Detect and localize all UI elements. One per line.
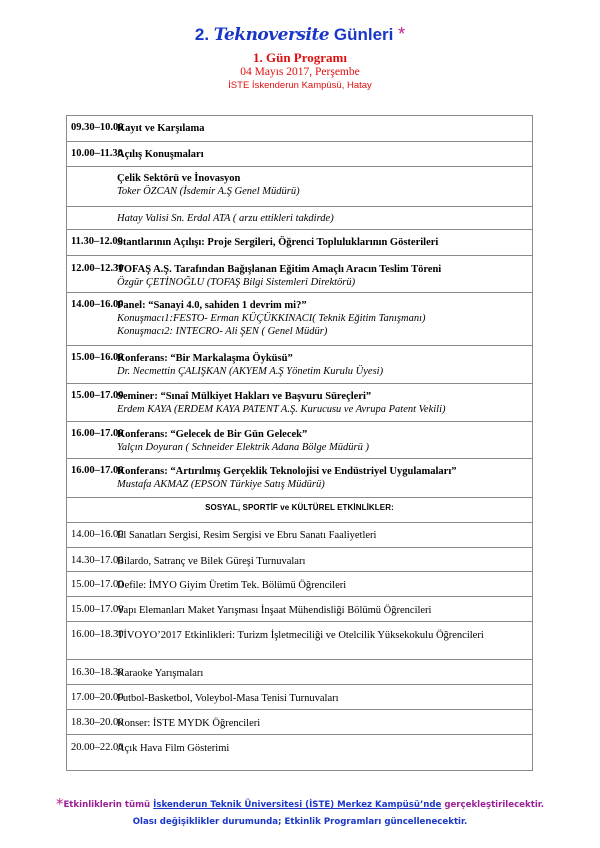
social-text: El Sanatları Sergisi, Resim Sergisi ve Ebru Sanatı Faaliyetleri [117, 530, 377, 541]
title-teknoversite: Teknoversite [213, 25, 330, 45]
row-title: TOFAŞ A.Ş. Tarafından Bağışlanan Eğitim Amaçlı Aracın Teslim Töreni [117, 264, 442, 275]
row-time: 15.00–17.00 [71, 390, 124, 401]
row-title: Panel: “Sanayi 4.0, sahiden 1 devrim mi?” [117, 300, 307, 311]
row-title: Stantlarının Açılışı: Proje Sergileri, Öğrenci Topluluklarının Gösterileri [117, 237, 439, 248]
row-speaker: Dr. Necmettin ÇALIŞKAN (AKYEM A.Ş Yönetim Kurulu Üyesi) [117, 366, 384, 377]
footer-text-a: Etkinliklerin tümü [63, 800, 154, 810]
social-text: Açık Hava Film Gösterimi [117, 743, 230, 754]
program-venue: İSTE İskenderun Kampüsü, Hatay [228, 80, 372, 91]
social-time: 15.00–17.00 [71, 604, 124, 615]
row-title: Çelik Sektörü ve İnovasyon [117, 173, 241, 184]
row-time: 11.30–12.00 [71, 236, 123, 247]
row-speaker: Özgür ÇETİNOĞLU (TOFAŞ Bilgi Sistemleri Direktörü) [117, 277, 356, 288]
row-speaker: Yalçın Doyuran ( Schneider Elektrik Adana Bölge Müdürü ) [117, 442, 369, 453]
footer-text-c: gerçekleştirilecektir. [441, 800, 545, 810]
social-row [66, 571, 533, 591]
social-time: 18.30–20.00 [71, 717, 124, 728]
footer-asterisk: * [55, 795, 64, 813]
social-time: 20.00–22.00 [71, 742, 124, 753]
social-text: TİVOYO’2017 Etkinlikleri: Turizm İşletmeciliği ve Otelcilik Yüksekokulu Öğrencileri [117, 630, 484, 641]
social-time: 16.00–18.30 [71, 629, 124, 640]
row-time: 14.00–16.00 [71, 299, 124, 310]
row-title: Kayıt ve Karşılama [117, 123, 205, 134]
social-row [66, 684, 533, 704]
social-row [66, 734, 533, 754]
program-title: 1. Gün Programı [252, 50, 347, 65]
social-section-title: SOSYAL, SPORTİF ve KÜLTÜREL ETKİNLİKLER: [205, 503, 394, 512]
schedule-row [66, 166, 533, 197]
social-text: Bilardo, Satranç ve Bilek Güreşi Turnuvaları [117, 556, 306, 567]
title-asterisk: * [398, 24, 406, 44]
header [0, 22, 600, 92]
schedule-row [66, 206, 533, 224]
social-text: Konser: İSTE MYDK Öğrencileri [117, 718, 261, 729]
schedule-row [66, 255, 533, 288]
page-title [0, 22, 600, 46]
row-speaker: Konuşmacı1:FESTO- Erman KÜÇÜKKINACI( Teknik Eğitim Tanışmanı) [117, 313, 426, 324]
schedule-row [66, 141, 533, 160]
footer-campus-name: İskenderun Teknik Üniversitesi (İSTE) Merkez Kampüsü’nde [153, 800, 442, 810]
social-time: 15.00–17.00 [71, 579, 124, 590]
schedule-row [66, 345, 533, 377]
schedule-row [66, 383, 533, 415]
social-time: 14.00–16.00 [71, 529, 124, 540]
row-speaker: Konuşmacı2: INTECRO- Ali ŞEN ( Genel Müdür) [117, 326, 328, 337]
row-time: 10.00–11.30 [71, 148, 123, 159]
row-title: Seminer: “Sınaî Mülkiyet Hakları ve Başvuru Süreçleri” [117, 391, 372, 402]
title-number: 2. [194, 25, 210, 44]
social-row [66, 522, 533, 541]
row-title: Konferans: “Gelecek de Bir Gün Gelecek” [117, 429, 308, 440]
section-divider [66, 497, 533, 498]
social-row [66, 709, 533, 729]
social-text: Futbol-Basketbol, Voleybol-Masa Tenisi Turnuvaları [117, 693, 339, 704]
social-time: 17.00–20.00 [71, 692, 124, 703]
footer-note [0, 795, 600, 813]
social-row [66, 621, 533, 641]
social-text: Karaoke Yarışmaları [117, 668, 204, 679]
row-time: 16.00–17.00 [71, 428, 124, 439]
social-text: Defile: İMYO Giyim Üretim Tek. Bölümü Öğrencileri [117, 580, 347, 591]
row-title: Açılış Konuşmaları [117, 149, 204, 160]
schedule-row [66, 458, 533, 490]
row-time: 16.00–17.00 [71, 465, 124, 476]
social-time: 14.30–17.00 [71, 555, 124, 566]
social-row [66, 547, 533, 567]
footer-update-note [0, 817, 600, 827]
row-speaker: Erdem KAYA (ERDEM KAYA PATENT A.Ş. Kurucusu ve Avrupa Patent Vekili) [117, 404, 446, 415]
row-title: Konferans: “Bir Markalaşma Öyküsü” [117, 353, 293, 364]
program-date: 04 Mayıs 2017, Perşembe [240, 66, 360, 78]
row-title: Konferans: “Artırılmış Gerçeklik Teknolojisi ve Endüstriyel Uygulamaları” [117, 466, 457, 477]
row-speaker: Toker ÖZCAN (İsdemir A.Ş Genel Müdürü) [117, 186, 300, 197]
social-row [66, 596, 533, 616]
row-speaker: Mustafa AKMAZ (EPSON Türkiye Satış Müdürü) [117, 479, 325, 490]
title-gunleri: Günleri [333, 25, 394, 44]
footer-line2: Olası değişiklikler durumunda; Etkinlik Programları güncellenecektir. [132, 817, 468, 827]
row-time: 12.00–12.30 [71, 263, 124, 274]
row-speaker: Hatay Valisi Sn. Erdal ATA ( arzu ettikleri takdirde) [117, 213, 334, 224]
row-time: 15.00–16.00 [71, 352, 124, 363]
row-time: 09.30–10.00 [71, 122, 124, 133]
schedule-row [66, 292, 533, 337]
social-text: Yapı Elemanları Maket Yarışması İnşaat Mühendisliği Bölümü Öğrencileri [117, 605, 432, 616]
social-row [66, 659, 533, 679]
social-time: 16.30–18.30 [71, 667, 124, 678]
schedule-row [66, 229, 533, 248]
schedule-row [66, 421, 533, 453]
